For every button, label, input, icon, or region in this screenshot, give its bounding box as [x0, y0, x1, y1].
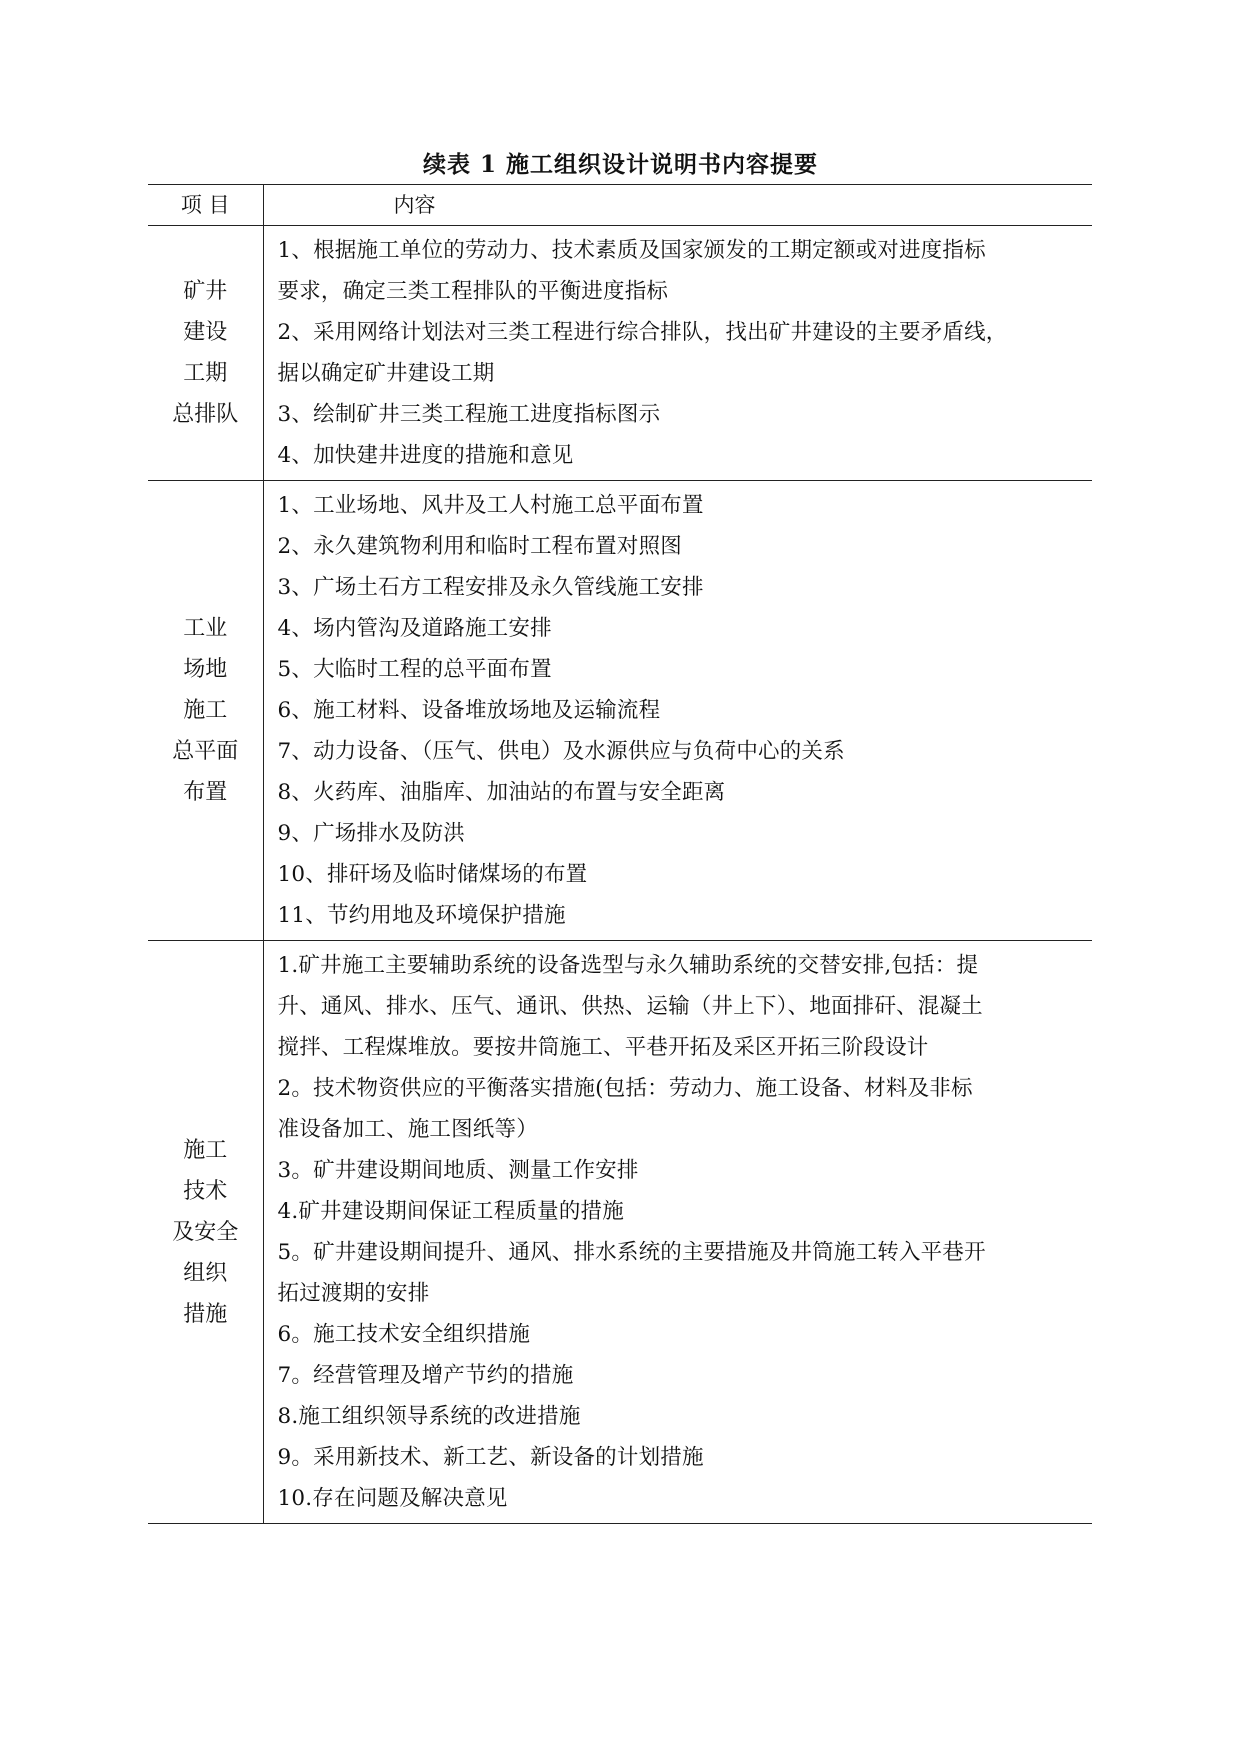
content-line: 5、大临时工程的总平面布置 [277, 657, 552, 682]
content-line: 6、施工材料、设备堆放场地及运输流程 [277, 698, 661, 723]
content-line: 4、加快建井进度的措施和意见 [277, 443, 574, 468]
content-line: 9、广场排水及防洪 [277, 821, 465, 846]
content-line: 7、动力设备、（压气、供电）及水源供应与负荷中心的关系 [277, 739, 845, 764]
content-line: 4.矿井建设期间保证工程质量的措施 [277, 1199, 624, 1224]
content-line: 10、排矸场及临时储煤场的布置 [277, 862, 588, 887]
item-line: 施工 [183, 1137, 228, 1163]
content-line: 8.施工组织领导系统的改进措施 [277, 1404, 581, 1429]
section-content [263, 941, 1092, 1524]
content-line: 1.矿井施工主要辅助系统的设备选型与永久辅助系统的交替安排,包括：提 [277, 953, 979, 978]
content-line: 11、节约用地及环境保护措施 [277, 903, 566, 928]
header-item: 项 目 [148, 185, 263, 226]
header-content: 内容 [263, 185, 1092, 226]
item-line: 场地 [183, 657, 228, 682]
item-line: 技术 [183, 1178, 228, 1204]
content-line: 1、根据施工单位的劳动力、技术素质及国家颁发的工期定额或对进度指标 [277, 238, 986, 263]
content-line: 搅拌、工程煤堆放。要按井筒施工、平巷开拓及采区开拓三阶段设计 [277, 1035, 929, 1060]
section-item [148, 481, 263, 941]
item-line: 措施 [183, 1301, 228, 1327]
item-line: 施工 [183, 698, 228, 723]
summary-table [148, 184, 1092, 1524]
content-line: 10.存在问题及解决意见 [277, 1486, 508, 1511]
section-item [148, 941, 263, 1524]
content-line: 7。经营管理及增产节约的措施 [277, 1363, 574, 1388]
content-line: 3、绘制矿井三类工程施工进度指标图示 [277, 402, 661, 427]
item-line: 总平面 [172, 739, 239, 764]
content-line: 准设备加工、施工图纸等） [277, 1117, 538, 1142]
section-item [148, 226, 263, 481]
item-line: 组织 [183, 1260, 228, 1286]
item-line: 建设 [183, 320, 228, 345]
content-line: 3、广场土石方工程安排及永久管线施工安排 [277, 575, 704, 600]
item-line: 工期 [183, 361, 228, 386]
table-header-row [148, 185, 1092, 226]
content-line: 1、工业场地、风井及工人村施工总平面布置 [277, 493, 704, 518]
item-line: 布置 [183, 780, 228, 805]
content-line: 2、永久建筑物利用和临时工程布置对照图 [277, 534, 682, 559]
section-row-schedule [148, 226, 1092, 481]
content-line: 升、通风、排水、压气、通讯、供热、运输（井上下）、地面排矸、混凝土 [277, 994, 983, 1019]
item-line: 矿井 [183, 279, 228, 304]
content-line: 据以确定矿井建设工期 [277, 361, 495, 386]
page-title: 续表 1 施工组织设计说明书内容提要 [422, 151, 819, 178]
section-row-safety-measures [148, 941, 1092, 1524]
section-content [263, 226, 1092, 481]
content-line: 8、火药库、油脂库、加油站的布置与安全距离 [277, 780, 726, 805]
section-content [263, 481, 1092, 941]
item-line: 总排队 [172, 402, 239, 427]
content-line: 2。技术物资供应的平衡落实措施(包括：劳动力、施工设备、材料及非标 [277, 1076, 973, 1101]
content-line: 2、采用网络计划法对三类工程进行综合排队，找出矿井建设的主要矛盾线， [277, 320, 1008, 345]
content-line: 拓过渡期的安排 [277, 1281, 430, 1306]
content-line: 要求，确定三类工程排队的平衡进度指标 [277, 279, 669, 304]
content-line: 4、场内管沟及道路施工安排 [277, 616, 552, 641]
content-line: 9。采用新技术、新工艺、新设备的计划措施 [277, 1445, 704, 1470]
item-line: 及安全 [172, 1219, 239, 1245]
item-line: 工业 [183, 616, 228, 641]
content-line: 3。矿井建设期间地质、测量工作安排 [277, 1158, 639, 1183]
section-row-site-layout [148, 481, 1092, 941]
content-line: 5。矿井建设期间提升、通风、排水系统的主要措施及井筒施工转入平巷开 [277, 1240, 986, 1265]
content-line: 6。施工技术安全组织措施 [277, 1322, 531, 1347]
